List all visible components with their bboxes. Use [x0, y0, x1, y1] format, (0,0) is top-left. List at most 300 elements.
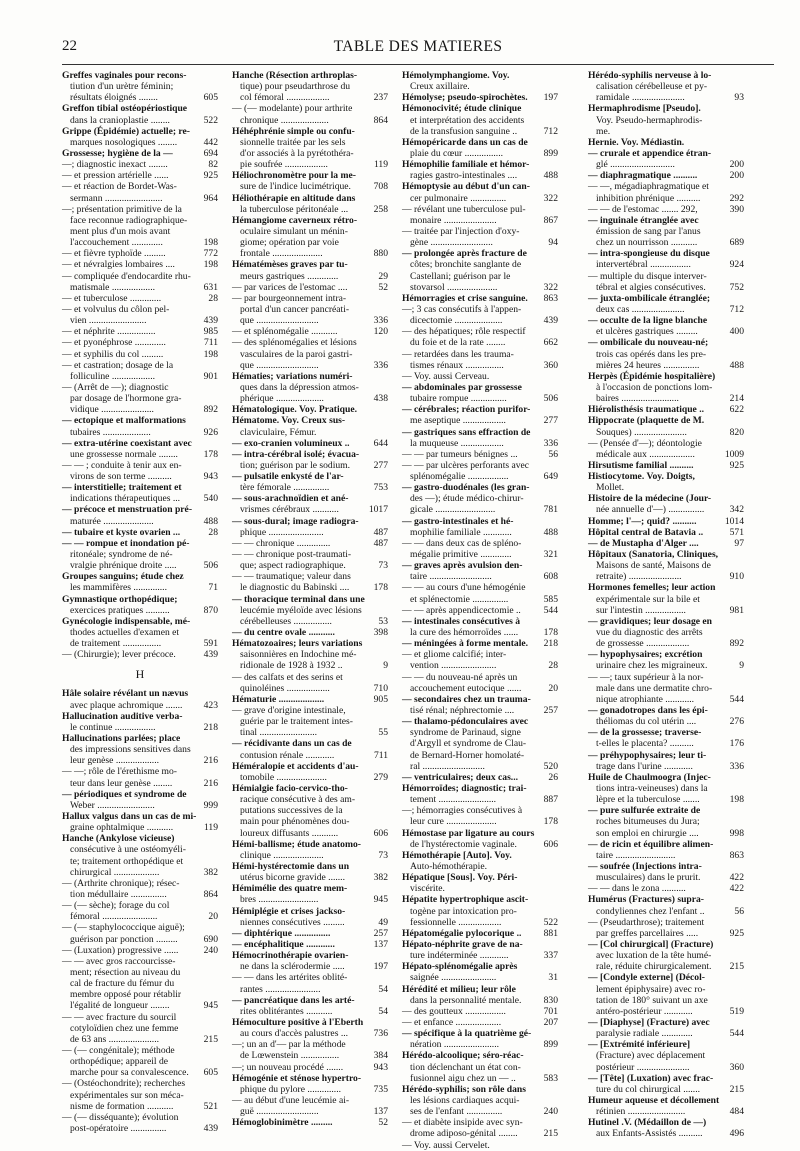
entry-text: Hémopéricarde dans un cas de [402, 136, 528, 148]
entry-page: 200 [729, 159, 744, 171]
entry-page: 9 [739, 660, 744, 672]
index-entry-line [232, 939, 388, 950]
entry-page: 197 [373, 961, 388, 973]
entry-page: 519 [729, 1005, 744, 1017]
index-entry-line [402, 148, 558, 159]
index-entry-line [232, 917, 388, 928]
entry-page: 20 [208, 911, 218, 923]
entry-text: une grossesse normale ........ [70, 448, 178, 460]
index-entry-line [232, 449, 388, 460]
entry-text: Hépatique [Sous]. Voy. Péri- [402, 872, 518, 884]
index-entry-line [402, 1017, 558, 1028]
entry-text: — thoracique terminal dans une [232, 593, 365, 605]
entry-page: 899 [543, 147, 558, 159]
entry-page: 606 [373, 827, 388, 839]
entry-text: Hématologique. Voy. Pratique. [232, 404, 357, 416]
entry-text: indications thérapeutiques ... [70, 493, 181, 505]
index-entry-line [402, 226, 558, 237]
index-entry-line [232, 215, 388, 226]
entry-text: par greffes parcellaires ..... [596, 927, 699, 939]
index-entry-line [588, 716, 744, 727]
index-entry-line [402, 482, 558, 493]
index-entry-line [402, 527, 558, 538]
entry-page: 985 [203, 326, 218, 338]
index-entry-line [402, 1073, 558, 1084]
index-entry-line [402, 427, 558, 438]
index-entry-line [232, 159, 388, 170]
entry-text: — retardées dans les trauma- [402, 348, 514, 360]
index-entry-line [588, 371, 744, 382]
entry-text: ment plus d'un mois avant [70, 225, 171, 237]
index-entry-line [62, 1045, 218, 1056]
entry-page: 605 [203, 92, 218, 104]
index-entry-line [62, 215, 218, 226]
index-entry-line [588, 772, 744, 783]
index-entry-line [62, 315, 218, 326]
entry-text: résultats éloignés ........ [70, 92, 158, 104]
index-entry-line [402, 672, 558, 683]
index-entry-line [62, 326, 218, 337]
entry-text: Grippe (Épidémie) actuelle; re- [62, 125, 190, 137]
entry-text: vasculaires de la paroi gastri- [240, 348, 353, 360]
entry-page: 925 [729, 927, 744, 939]
index-entry-line [62, 900, 218, 911]
index-entry-line [62, 638, 218, 649]
entry-text: phique ....................... [240, 526, 324, 538]
index-entry-line [588, 293, 744, 304]
entry-text: Hérédo-syphilis; son rôle dans [402, 1083, 526, 1095]
entry-text: ragies gastro-intestinales .... [410, 170, 518, 182]
entry-text: Groupes sanguins; étude chez [62, 571, 184, 583]
entry-page: 82 [208, 159, 218, 171]
index-entry-line [402, 516, 558, 527]
entry-text: — intra-spongieuse du disque [588, 248, 710, 260]
index-entry-line [588, 761, 744, 772]
index-entry-line [402, 337, 558, 348]
index-entry-line [402, 805, 558, 816]
entry-text: — (Arthrite chronique); résec- [62, 877, 180, 889]
entry-page: 945 [373, 894, 388, 906]
index-entry-line [62, 92, 218, 103]
entry-page: 336 [729, 760, 744, 772]
index-entry-line [402, 961, 558, 972]
index-entry-line [588, 215, 744, 226]
index-entry-line [62, 856, 218, 867]
index-entry-line [62, 605, 218, 616]
index-entry-line [402, 750, 558, 761]
index-entry-line [62, 427, 218, 438]
entry-page: 137 [373, 938, 388, 950]
entry-text: —; 3 cas consécutifs à l'appen- [402, 303, 522, 315]
entry-text: saignée ....................... [410, 972, 497, 984]
entry-text: ritonéale; syndrome de né- [70, 549, 173, 561]
index-entry-line [588, 683, 744, 694]
index-entry-line [232, 906, 388, 917]
entry-text: cérébelleuses ................ [240, 615, 332, 627]
entry-text: — multiple du disque interver- [588, 270, 707, 282]
index-entry-line [62, 956, 218, 967]
index-entry-line [62, 404, 218, 415]
entry-page: 488 [729, 359, 744, 371]
entry-text: me aseptique .................. [410, 415, 506, 427]
index-entry-line [232, 783, 388, 794]
entry-page: 608 [543, 571, 558, 583]
entry-text: — et gliome calcifié; inter- [402, 649, 507, 661]
index-entry-line [62, 560, 218, 571]
index-entry-line [62, 1090, 218, 1101]
index-entry-line [232, 415, 388, 426]
entry-page: 820 [729, 426, 744, 438]
entry-text: condyliennes chez l'enfant .. [596, 905, 705, 917]
index-entry-line [232, 382, 388, 393]
entry-text: — et pression artérielle ...... [62, 170, 169, 182]
index-entry-line [232, 204, 388, 215]
entry-text: Hermaphrodisme [Pseudo]. [588, 103, 701, 115]
entry-text: de 63 ans ..................... [70, 1033, 159, 1045]
entry-text: — et syphilis du col ......... [62, 348, 164, 360]
entry-page: 438 [373, 393, 388, 405]
entry-text: Hémorroïdes; diagnostic; trai- [402, 783, 527, 794]
entry-text: face reconnue radiographique- [70, 214, 188, 226]
index-entry-line [588, 1006, 744, 1017]
entry-text: ramidale ...................... [596, 92, 685, 104]
entry-text: — et volvulus du côlon pel- [62, 303, 170, 315]
index-entry-line [588, 527, 744, 538]
entry-text: fusionnel aigu chez un — .. [410, 1072, 516, 1084]
entry-page: 56 [548, 448, 558, 460]
index-entry-line [232, 1039, 388, 1050]
index-entry-line [232, 371, 388, 382]
index-entry-line [232, 705, 388, 716]
index-entry-line [232, 794, 388, 805]
entry-text: — au début d'une leucémie ai- [232, 1094, 350, 1106]
index-entry-line [402, 315, 558, 326]
index-entry-line [588, 794, 744, 805]
entry-page: 830 [543, 994, 558, 1006]
entry-text: graine ophtalmique ........... [70, 822, 174, 834]
entry-page: 423 [203, 699, 218, 711]
index-entry-line [62, 800, 218, 811]
index-entry-line [402, 538, 558, 549]
entry-text: nique atrophiante ............ [596, 693, 695, 705]
entry-page: 342 [729, 504, 744, 516]
entry-text: expérimentale sur la bile et [596, 593, 700, 605]
index-entry-line [232, 349, 388, 360]
entry-text: — (Pensée d'—); déontologie [588, 437, 702, 449]
entry-page: 321 [543, 549, 558, 561]
index-entry-line [62, 170, 218, 181]
index-entry-line [588, 204, 744, 215]
entry-text: — (— congénitale); méthode [62, 1044, 175, 1056]
entry-text: Greffon tibial ostéopériostique [62, 103, 188, 115]
entry-text: — par varices de l'estomac .... [232, 281, 348, 293]
entry-text: tions intra-veineuses) dans la [596, 783, 708, 794]
index-entry-line [232, 627, 388, 638]
entry-page: 701 [543, 1005, 558, 1017]
entry-text: la cure des hémorroïdes ...... [410, 627, 519, 639]
entry-text: Hâle solaire révélant un nævus [62, 688, 189, 700]
entry-page: 999 [203, 799, 218, 811]
entry-text: — pulsatile enkysté de l'ar- [232, 471, 344, 483]
entry-page: 207 [543, 1016, 558, 1028]
entry-page: 867 [543, 214, 558, 226]
entry-text: Hémonocivité; étude clinique [402, 103, 522, 115]
entry-text: taire ......................... [596, 849, 676, 861]
index-entry-line [62, 1000, 218, 1011]
index-entry-line [62, 449, 218, 460]
index-entry-line [232, 271, 388, 282]
entry-text: — —; rôle de l'érethisme mo- [62, 766, 177, 778]
entry-text: expérimentales sur son méca- [70, 1089, 184, 1101]
index-entry-line [402, 204, 558, 215]
entry-text: tation de 180° suivant un axe [596, 994, 708, 1006]
entry-text: Grossesse; hygiène de la — [62, 147, 173, 159]
entry-text: — et névralgies lombaires .... [62, 259, 175, 271]
entry-text: Héliothérapie en altitude dans [232, 192, 356, 204]
index-entry-line [62, 204, 218, 215]
entry-text: le continue ................. [70, 721, 156, 733]
index-entry-line [588, 360, 744, 371]
entry-page: 870 [203, 604, 218, 616]
index-entry-line [232, 1062, 388, 1073]
index-entry-line [62, 148, 218, 159]
entry-page: 215 [203, 1033, 218, 1045]
entry-page: 924 [729, 259, 744, 271]
index-entry-line [232, 493, 388, 504]
entry-text: d'or associés à la pyrétothéra- [240, 147, 354, 159]
index-entry-line [402, 271, 558, 282]
entry-text: — — du nouveau-né après un [402, 671, 518, 683]
entry-text: te; traitement orthopédique et [70, 855, 184, 867]
entry-page: 53 [378, 615, 388, 627]
entry-text: monaire ...................... [410, 214, 497, 226]
index-entry-line [588, 906, 744, 917]
index-entry-line [402, 883, 558, 894]
index-entry-line [62, 700, 218, 711]
entry-text: Histiocytome. Voy. Doigts, [588, 471, 695, 483]
index-entry-line [588, 1062, 744, 1073]
entry-text: Hallucinations parlées; place [62, 733, 181, 745]
index-entry-line [588, 850, 744, 861]
index-entry-line [588, 493, 744, 504]
entry-text: Hallucination auditive verba- [62, 710, 183, 722]
entry-text: — pancréatique dans les arté- [232, 994, 355, 1006]
entry-text: — — traumatique; valeur dans [232, 571, 351, 583]
entry-text: dans la personnalité mentale. [410, 994, 522, 1006]
index-entry-line [62, 755, 218, 766]
entry-page: 488 [543, 170, 558, 182]
entry-text: syndrome de Parinaud, signe [410, 727, 521, 739]
index-entry-line [232, 315, 388, 326]
index-entry-line [402, 605, 558, 616]
entry-text: exercices pratiques .......... [70, 604, 170, 616]
index-entry-line [62, 989, 218, 1000]
entry-text: avec luxation de la tête humé- [596, 950, 712, 962]
header-rule [62, 64, 774, 65]
index-entry-line [232, 571, 388, 582]
entry-text: Hernie. Voy. Médiastin. [588, 136, 685, 148]
index-entry-line [402, 816, 558, 827]
index-entry-line [402, 794, 558, 805]
entry-text: meurs gastriques ............. [240, 270, 339, 282]
index-entry-line [588, 939, 744, 950]
entry-text: des impressions sensitives dans [70, 744, 191, 756]
entry-page: 54 [378, 983, 388, 995]
entry-text: Hématome. Voy. Creux sus- [232, 415, 346, 427]
entry-text: — diaphragmatique .......... [588, 170, 698, 182]
index-entry-line [62, 360, 218, 371]
entry-text: Hémimélie des quatre mem- [232, 883, 348, 895]
entry-text: sermann ........................ [70, 192, 163, 204]
index-column-4 [588, 70, 744, 1140]
entry-text: tismes rénaux ................ [410, 359, 504, 371]
entry-text: nération ....................... [410, 1039, 499, 1051]
entry-text: — et pyonéphrose ............. [62, 337, 166, 349]
index-entry-line [62, 115, 218, 126]
entry-page: 360 [543, 359, 558, 371]
index-entry-line [232, 995, 388, 1006]
entry-page: 1014 [724, 515, 744, 527]
entry-text: — et castration; dosage de la [62, 359, 174, 371]
entry-text: intervertébral ................. [596, 259, 691, 271]
index-entry-line [588, 115, 744, 126]
index-entry-line [588, 828, 744, 839]
index-entry-line [588, 995, 744, 1006]
index-entry-line [232, 605, 388, 616]
index-entry-line [588, 1117, 744, 1128]
entry-text: vidique ...................... [70, 404, 154, 416]
entry-page: 945 [203, 1000, 218, 1012]
index-entry-line [62, 282, 218, 293]
entry-text: — intestinales consécutives à [402, 615, 521, 627]
index-entry-line [588, 627, 744, 638]
entry-page: 943 [203, 471, 218, 483]
entry-page: 216 [203, 755, 218, 767]
entry-page: 1017 [368, 504, 388, 516]
index-entry-line [62, 226, 218, 237]
entry-text: ment; résection au niveau du [70, 966, 181, 978]
index-entry-line [588, 738, 744, 749]
index-entry-line [232, 237, 388, 248]
entry-text: les lésions cardiaques acqui- [410, 1094, 520, 1106]
entry-page: 28 [548, 660, 558, 672]
index-entry-line [232, 750, 388, 761]
entry-page: 382 [373, 872, 388, 884]
page-title: TABLE DES MATIERES [333, 38, 503, 55]
entry-text: —; un an d'— par la méthode [232, 1039, 346, 1051]
index-entry-line [232, 92, 388, 103]
entry-text: Herpès (Épidémie hospitalière) [588, 370, 716, 382]
entry-text: Hémolyse; pseudo-spirochètes. [402, 92, 528, 104]
entry-page: 218 [543, 638, 558, 650]
entry-text: Huile de Chaulmoogra (Injec- [588, 771, 711, 783]
index-entry-line [62, 1101, 218, 1112]
index-entry-line [232, 1106, 388, 1117]
index-entry-line [232, 1117, 388, 1128]
entry-text: — — avec gros raccourcisse- [62, 955, 176, 967]
entry-page: 863 [543, 292, 558, 304]
index-entry-line [62, 1123, 218, 1134]
index-entry-line [62, 1067, 218, 1078]
index-entry-line [588, 237, 744, 248]
entry-page: 488 [543, 526, 558, 538]
index-entry-line [588, 1128, 744, 1139]
entry-text: Mollet. [596, 482, 624, 494]
index-entry-line [232, 861, 388, 872]
entry-page: 73 [378, 560, 388, 572]
index-entry-line [402, 894, 558, 905]
entry-text: quinoléines .................. [240, 682, 330, 694]
index-entry-line [588, 193, 744, 204]
entry-text: leur genèse .................. [70, 755, 159, 767]
entry-text: — ombilicale du nouveau-né; [588, 337, 709, 349]
index-entry-line [62, 349, 218, 360]
entry-page: 926 [203, 426, 218, 438]
entry-text: — et tuberculose ............. [62, 292, 162, 304]
index-entry-line [62, 1034, 218, 1045]
entry-text: tique) pour pseudarthrose du [240, 81, 351, 93]
entry-page: 292 [729, 192, 744, 204]
entry-text: Hémangiome caverneux rétro- [232, 214, 358, 226]
entry-page: 887 [543, 794, 558, 806]
index-entry-line [62, 259, 218, 270]
entry-page: 522 [203, 114, 218, 126]
index-entry-line [232, 883, 388, 894]
entry-text: gène .......................... [410, 237, 493, 249]
index-entry-line [62, 627, 218, 638]
entry-text: Hémialgie facio-cervico-tho- [232, 783, 348, 794]
entry-text: virons de son terme .......... [70, 471, 172, 483]
entry-page: 119 [203, 822, 218, 834]
entry-text: Hémoglobinimètre ......... [232, 1117, 333, 1129]
entry-page: 390 [729, 203, 744, 215]
index-entry-line [402, 872, 558, 883]
index-entry-line [588, 471, 744, 482]
entry-text: dicectomie .................... [410, 315, 503, 327]
index-entry-line [62, 945, 218, 956]
entry-text: vention ....................... [410, 660, 497, 672]
index-entry-line [62, 527, 218, 538]
index-entry-line [232, 950, 388, 961]
index-entry-line [402, 984, 558, 995]
index-entry-line [588, 482, 744, 493]
entry-text: Histoire de la médecine (Jour- [588, 493, 712, 505]
entry-text: — — par tumeurs bénignes ... [402, 448, 518, 460]
entry-text: tiution d'un urètre féminin; [70, 81, 174, 93]
entry-text: de grossesse .................. [596, 638, 690, 650]
index-entry-line [62, 237, 218, 248]
index-entry-line [402, 293, 558, 304]
entry-text: la tuberculose péritonéale ... [240, 203, 349, 215]
entry-text: — (Chirurgie); lever précoce. [62, 649, 176, 661]
index-entry-line [402, 560, 558, 571]
entry-text: — exo-cranien volumineux .. [232, 437, 350, 449]
entry-page: 9 [383, 660, 388, 672]
index-entry-line [402, 761, 558, 772]
index-entry-line [588, 672, 744, 683]
index-entry-line [62, 722, 218, 733]
entry-text: t-elles le placenta? .......... [596, 738, 694, 750]
entry-text: tion déclenchant un état con- [410, 1061, 521, 1073]
entry-page: 336 [373, 315, 388, 327]
entry-text: la muqueuse .................. [410, 437, 504, 449]
entry-text: — — dans le zona .......... [588, 883, 686, 895]
entry-text: lement épiphysaire) avec ro- [596, 983, 706, 995]
index-entry-line [402, 638, 558, 649]
entry-text: contusion rénale ............ [240, 749, 335, 761]
index-entry-line [588, 393, 744, 404]
index-entry-line [402, 839, 558, 850]
